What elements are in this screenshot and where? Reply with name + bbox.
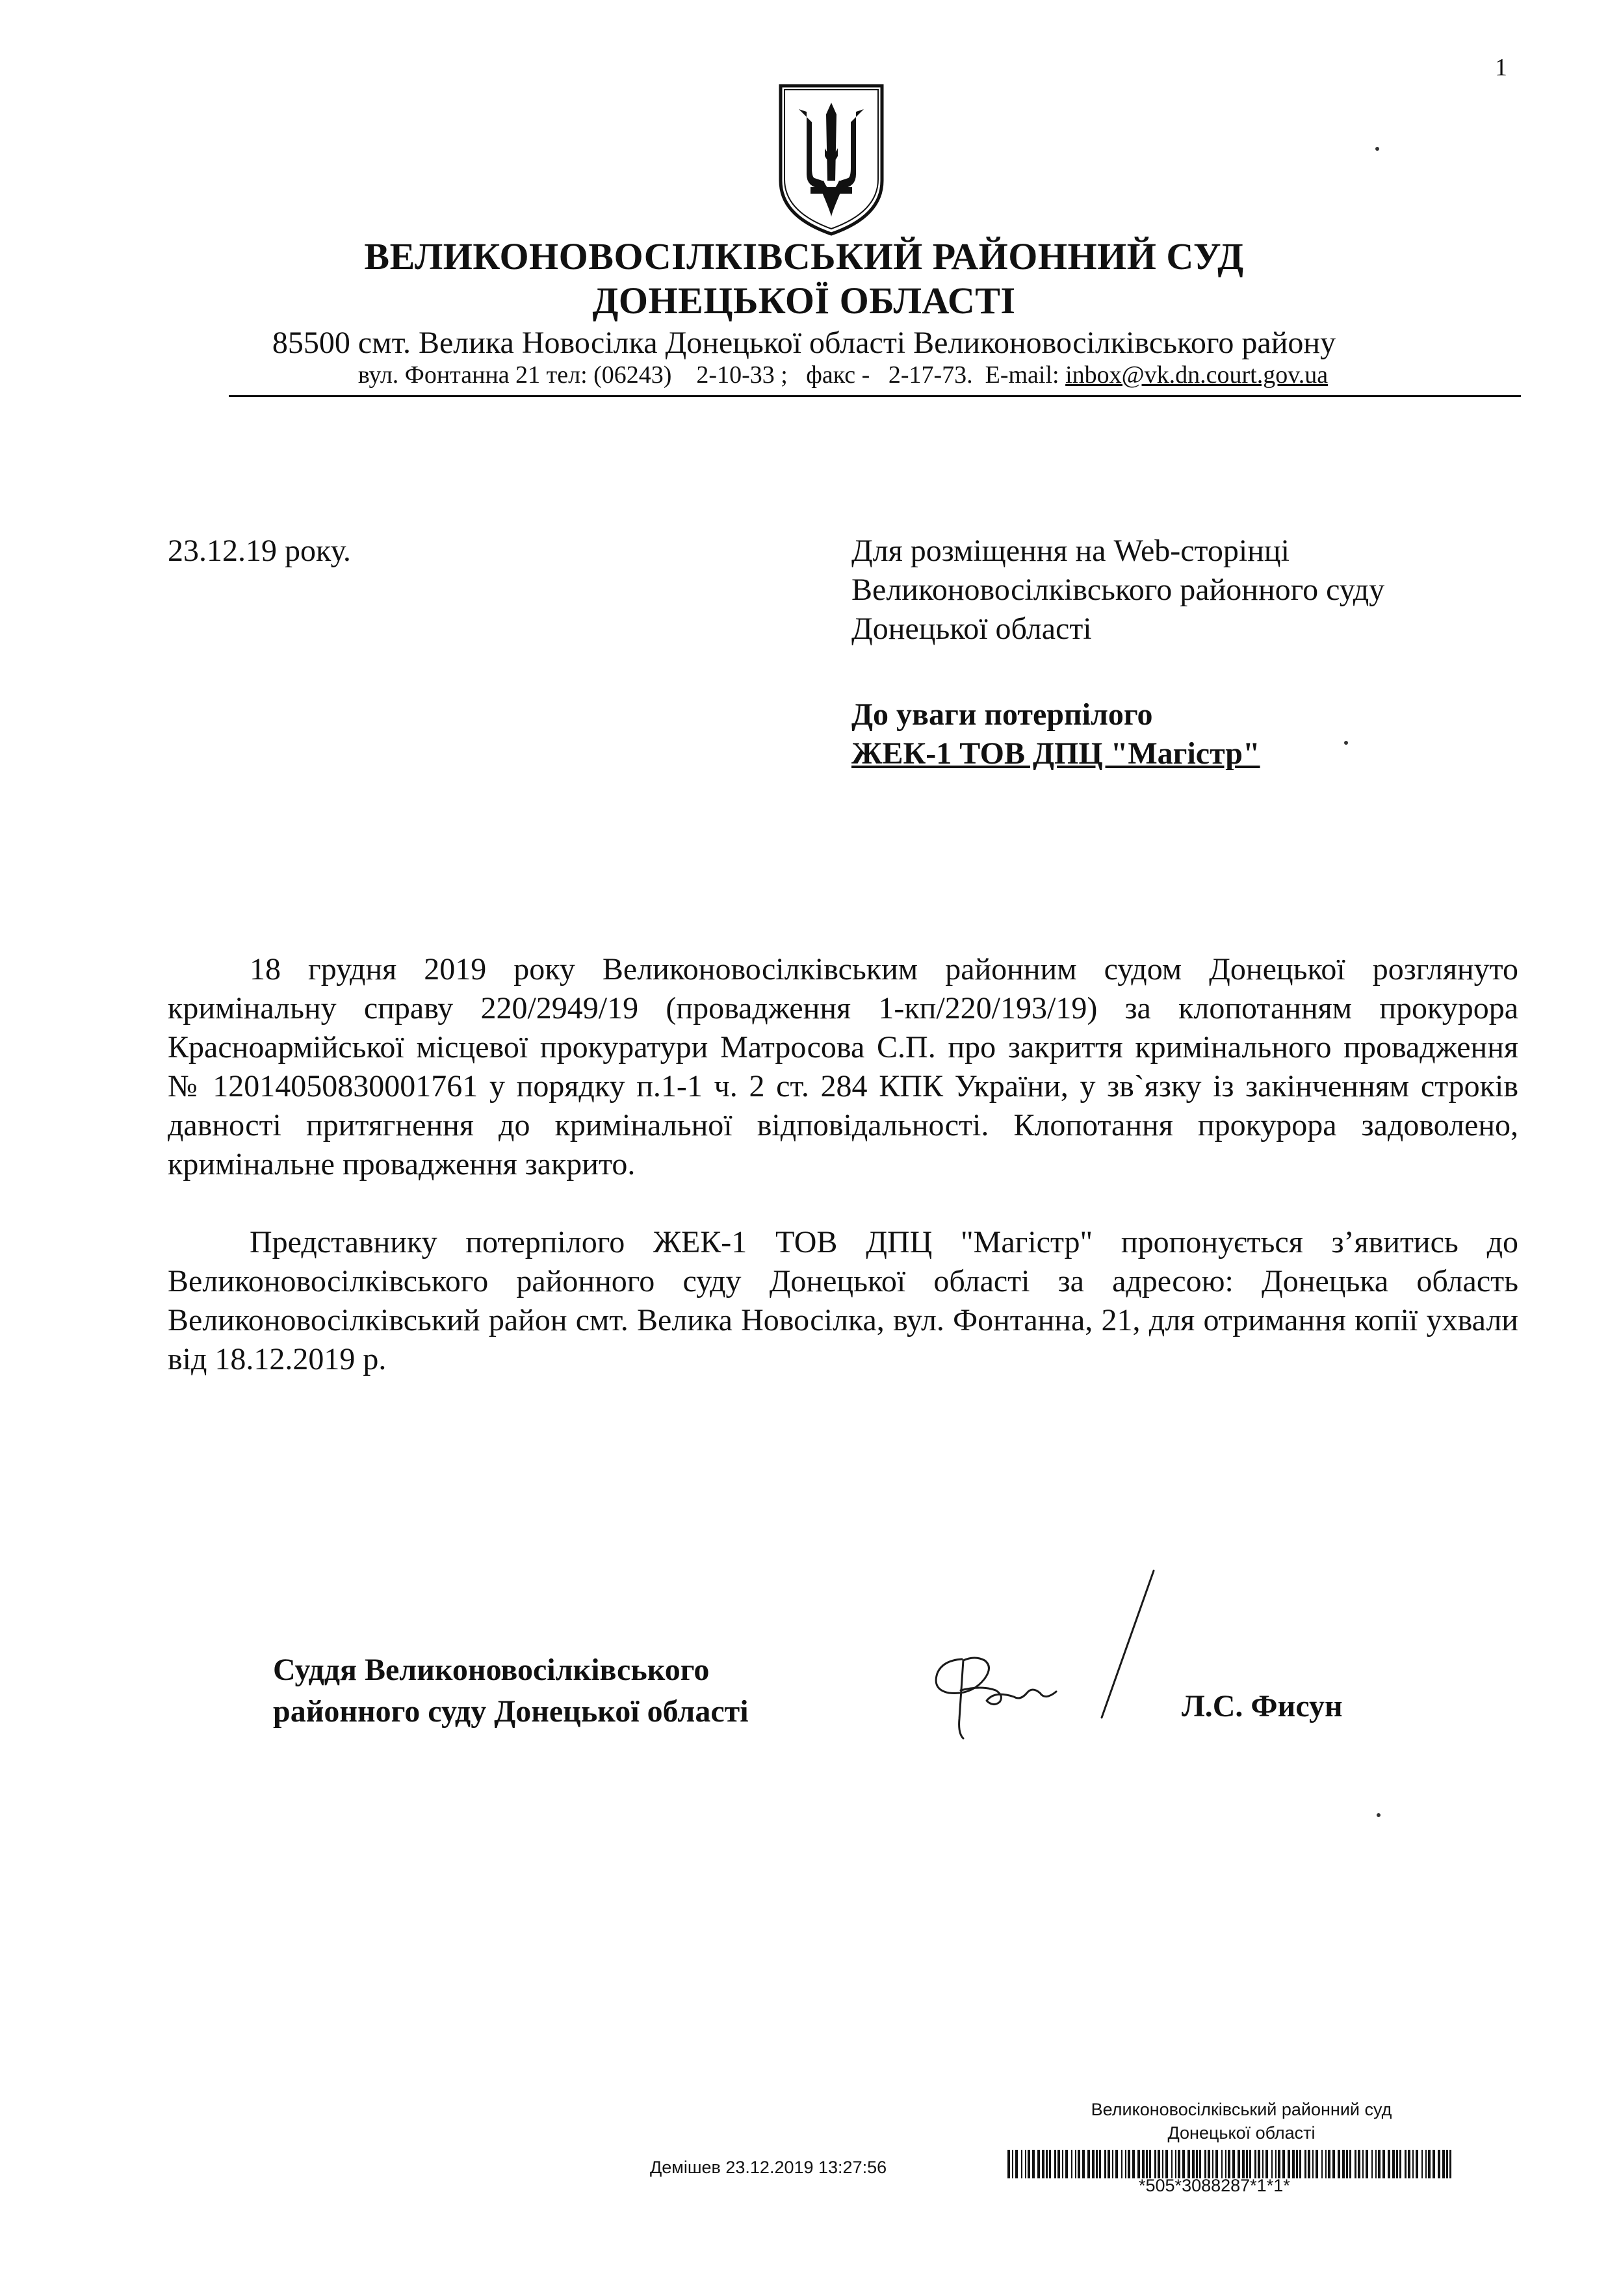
barcode-bar bbox=[1108, 2150, 1110, 2178]
barcode-bar bbox=[1421, 2150, 1423, 2178]
barcode-bar bbox=[1375, 2150, 1377, 2178]
barcode-bar bbox=[1025, 2150, 1026, 2178]
barcode-bar bbox=[1182, 2150, 1185, 2178]
body-paragraph: Представнику потерпілого ЖЕК-1 ТОВ ДПЦ "Магістр" пропонується з’явитись до Великоновосілківського районного суду Донецької області за адресою: Донецька область Великоновосілківський район смт. Велика Новосілка, вул. Фонтанна, 21, для отримання копії ухвали від 18.12.2019 р. bbox=[168, 1225, 1518, 1376]
barcode-bar bbox=[1254, 2150, 1256, 2178]
barcode-bar bbox=[1321, 2150, 1323, 2178]
scan-speck bbox=[1375, 147, 1379, 151]
barcode-bar bbox=[1258, 2150, 1260, 2178]
barcode-bar bbox=[1208, 2150, 1210, 2178]
barcode-number: *505*3088287*1*1* bbox=[1139, 2176, 1290, 2195]
barcode-bar bbox=[1037, 2150, 1040, 2178]
barcode-bar bbox=[1316, 2150, 1318, 2178]
barcode-bar bbox=[1332, 2150, 1335, 2178]
barcode-bar bbox=[1149, 2150, 1151, 2178]
barcode-bar bbox=[1408, 2150, 1410, 2178]
barcode-bar bbox=[1012, 2150, 1013, 2178]
barcode-bar bbox=[1308, 2150, 1310, 2178]
court-email-link[interactable]: inbox@vk.dn.court.gov.ua bbox=[1065, 361, 1329, 389]
barcode-bar bbox=[1346, 2150, 1348, 2178]
signer-name: Л.С. Фисун bbox=[1182, 1689, 1343, 1723]
addressee-line: Для розміщення на Web-сторінці bbox=[851, 534, 1290, 568]
court-address-line2 bbox=[234, 361, 1452, 389]
addressee-line: Донецької області bbox=[851, 612, 1092, 646]
barcode-bar bbox=[1265, 2150, 1268, 2178]
signature-title bbox=[273, 1649, 749, 1733]
barcode-bar bbox=[1082, 2150, 1085, 2178]
registration-clerk-time: Демішев 23.12.2019 13:27:56 bbox=[650, 2158, 887, 2177]
court-name-line2: ДОНЕЦЬКОЇ ОБЛАСТІ bbox=[592, 279, 1016, 322]
barcode-bar bbox=[1212, 2150, 1213, 2178]
barcode-bar bbox=[1078, 2150, 1080, 2178]
barcode-bar bbox=[1416, 2150, 1418, 2178]
barcode-bar bbox=[1196, 2150, 1198, 2178]
barcode-bar bbox=[1171, 2150, 1173, 2178]
barcode-bar bbox=[1165, 2150, 1168, 2178]
trident-emblem-icon bbox=[777, 83, 886, 237]
addressee-line: Великоновосілківського районного суду bbox=[851, 573, 1385, 607]
barcode-bar bbox=[1007, 2150, 1010, 2178]
barcode-bar bbox=[1142, 2150, 1145, 2178]
barcode-bar bbox=[1449, 2150, 1451, 2178]
barcode-bar bbox=[1355, 2150, 1356, 2178]
barcode-icon bbox=[1006, 2150, 1455, 2178]
barcode-bar bbox=[1433, 2150, 1435, 2178]
barcode-bar bbox=[1178, 2150, 1180, 2178]
letter-date: 23.12.19 року. bbox=[168, 534, 351, 568]
barcode-bar bbox=[1125, 2150, 1126, 2178]
barcode-bar bbox=[1338, 2150, 1340, 2178]
barcode-bar bbox=[1162, 2150, 1163, 2178]
barcode-bar bbox=[1366, 2150, 1368, 2178]
barcode-bar bbox=[1325, 2150, 1327, 2178]
barcode-bar bbox=[1115, 2150, 1118, 2178]
barcode-bar bbox=[1382, 2150, 1385, 2178]
barcode-bar bbox=[1438, 2150, 1440, 2178]
barcode-bar bbox=[1299, 2150, 1301, 2178]
barcode-bar bbox=[1242, 2150, 1245, 2178]
barcode-bar bbox=[1075, 2150, 1076, 2178]
letter-body bbox=[168, 950, 1518, 1418]
barcode-bar bbox=[1328, 2150, 1330, 2178]
barcode-bar bbox=[1112, 2150, 1113, 2178]
scan-speck bbox=[1344, 741, 1348, 745]
barcode-bar bbox=[1175, 2150, 1176, 2178]
scan-speck bbox=[1377, 1813, 1381, 1817]
registration-stamp-court bbox=[1059, 2098, 1423, 2145]
barcode-bar bbox=[1349, 2150, 1351, 2178]
signature-title-line: Суддя Великоновосілківського bbox=[273, 1653, 710, 1687]
barcode-bar bbox=[1405, 2150, 1407, 2178]
barcode-bar bbox=[1288, 2150, 1290, 2178]
barcode-bar bbox=[1062, 2150, 1063, 2178]
barcode-bar bbox=[1232, 2150, 1235, 2178]
barcode-bar bbox=[1396, 2150, 1398, 2178]
attention-block bbox=[851, 695, 1260, 773]
barcode-bar bbox=[1378, 2150, 1381, 2178]
barcode-bar bbox=[1042, 2150, 1044, 2178]
barcode-bar bbox=[1087, 2150, 1090, 2178]
barcode-bar bbox=[1065, 2150, 1068, 2178]
barcode-bar bbox=[1282, 2150, 1285, 2178]
barcode-bar bbox=[1158, 2150, 1160, 2178]
header-divider bbox=[229, 395, 1521, 397]
barcode-bar bbox=[1092, 2150, 1095, 2178]
handwritten-signature-icon bbox=[923, 1563, 1183, 1764]
barcode-bar bbox=[1049, 2150, 1051, 2178]
stamp-court-line: Великоновосілківський районний суд bbox=[1091, 2100, 1392, 2119]
barcode-bar bbox=[1246, 2150, 1248, 2178]
barcode-bar bbox=[1362, 2150, 1364, 2178]
barcode-bar bbox=[1128, 2150, 1130, 2178]
barcode-bar bbox=[1015, 2150, 1018, 2178]
barcode-bar bbox=[1046, 2150, 1048, 2178]
barcode-bar bbox=[1104, 2150, 1106, 2178]
barcode-bar bbox=[1054, 2150, 1056, 2178]
barcode-bar bbox=[1192, 2150, 1195, 2178]
barcode-bar bbox=[1371, 2150, 1373, 2178]
barcode-bar bbox=[1238, 2150, 1240, 2178]
barcode-bar bbox=[1071, 2150, 1072, 2178]
attention-line: До уваги потерпілого bbox=[851, 697, 1153, 732]
barcode-bar bbox=[1121, 2150, 1122, 2178]
barcode-bar bbox=[1292, 2150, 1295, 2178]
barcode-bar bbox=[1132, 2150, 1135, 2178]
barcode-bar bbox=[1446, 2150, 1448, 2178]
barcode-bar bbox=[1146, 2150, 1148, 2178]
barcode-bar bbox=[1021, 2150, 1022, 2178]
barcode-bar bbox=[1425, 2150, 1427, 2178]
barcode-bar bbox=[1342, 2150, 1345, 2178]
barcode-bar bbox=[1392, 2150, 1395, 2178]
court-address-line1: 85500 смт. Велика Новосілка Донецької області Великоновосілківського району bbox=[272, 326, 1336, 360]
barcode-bar bbox=[1428, 2150, 1431, 2178]
barcode-bar bbox=[1028, 2150, 1030, 2178]
barcode-bar bbox=[1032, 2150, 1035, 2178]
barcode-bar bbox=[1358, 2150, 1360, 2178]
barcode-bar bbox=[1262, 2150, 1264, 2178]
barcode-bar bbox=[1312, 2150, 1314, 2178]
barcode-bar bbox=[1278, 2150, 1280, 2178]
court-name-line1: ВЕЛИКОНОВОСІЛКІВСЬКИЙ РАЙОННИЙ СУД bbox=[364, 235, 1244, 277]
attention-recipient: ЖЕК-1 ТОВ ДПЦ "Магістр" bbox=[851, 736, 1260, 771]
barcode-bar bbox=[1225, 2150, 1226, 2178]
addressee-block bbox=[851, 532, 1384, 649]
barcode-bar bbox=[1057, 2150, 1060, 2178]
court-contacts: вул. Фонтанна 21 тел: (06243) 2-10-33 ; факс - 2-17-73. E-mail: bbox=[357, 361, 1066, 389]
stamp-court-line: Донецької області bbox=[1167, 2123, 1316, 2143]
barcode-bar bbox=[1137, 2150, 1140, 2178]
body-paragraph: 18 грудня 2019 року Великоновосілківським районним судом Донецької розглянуто кримінальну справу 220/2949/19 (провадження 1-кп/220/193/19) за клопотанням прокурора Красноармійської місцевої прокуратури Матросова С.П. про закриття кримінального провадження № 12014050830001761 у порядку п.1-1 ч. 2 ст. 284 КПК України, у зв`язку із закінченням строків давності притягнення до кримінальної відповідальності. Клопотання прокурора задоволено, кримінальне провадження закрито. bbox=[168, 952, 1518, 1181]
barcode-bar bbox=[1442, 2150, 1445, 2178]
barcode-bar bbox=[1412, 2150, 1414, 2178]
barcode-bar bbox=[1388, 2150, 1390, 2178]
barcode-bar bbox=[1399, 2150, 1401, 2178]
barcode-bar bbox=[1199, 2150, 1201, 2178]
page-number: 1 bbox=[1495, 54, 1507, 81]
barcode-bar bbox=[1204, 2150, 1206, 2178]
barcode-bar bbox=[1215, 2150, 1218, 2178]
barcode-bar bbox=[1296, 2150, 1298, 2178]
barcode-bar bbox=[1271, 2150, 1273, 2178]
barcode-bar bbox=[1096, 2150, 1098, 2178]
barcode-bar bbox=[1228, 2150, 1230, 2178]
barcode-bar bbox=[1187, 2150, 1190, 2178]
barcode-bar bbox=[1154, 2150, 1156, 2178]
barcode-bar bbox=[1304, 2150, 1306, 2178]
barcode-bar bbox=[1099, 2150, 1101, 2178]
barcode-bar bbox=[1221, 2150, 1223, 2178]
barcode-bar bbox=[1275, 2150, 1277, 2178]
signature-title-line: районного суду Донецької області bbox=[273, 1694, 749, 1729]
barcode-bar bbox=[1249, 2150, 1251, 2178]
